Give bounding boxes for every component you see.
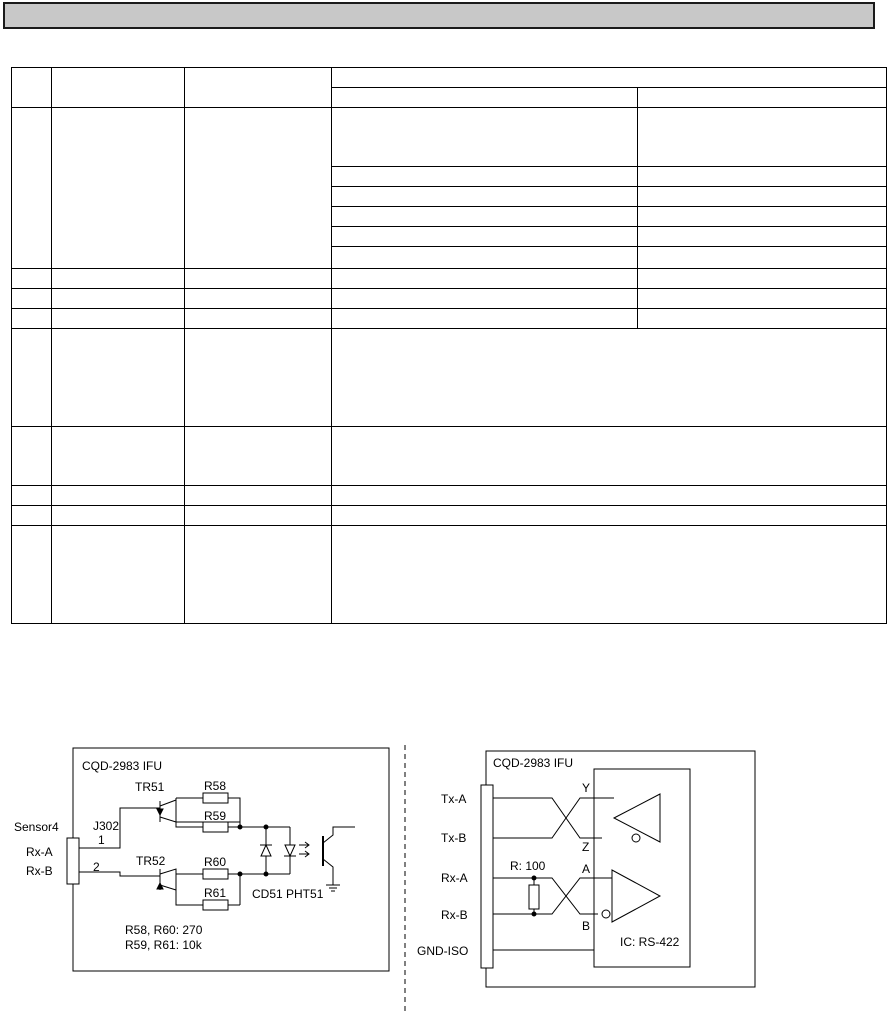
receiver-inverting-bubble bbox=[602, 910, 610, 918]
b-pin-label: B bbox=[582, 919, 591, 933]
rx-b-label: Rx-B bbox=[26, 864, 53, 878]
tr52-collector bbox=[160, 869, 176, 874]
r61-wire-left bbox=[176, 874, 203, 905]
connector-label: J302 bbox=[93, 819, 120, 833]
right-ifu-title: CQD-2983 IFU bbox=[493, 756, 574, 770]
tr51-collector bbox=[160, 798, 176, 806]
rx-a-wire bbox=[493, 878, 598, 914]
right-connector bbox=[481, 785, 493, 968]
r58-wire-right bbox=[228, 798, 240, 828]
r58-resistor bbox=[203, 793, 228, 803]
protection-diode bbox=[261, 845, 271, 856]
rx-a-wire bbox=[79, 808, 160, 848]
r60-resistor bbox=[203, 869, 228, 879]
ic-label: IC: RS-422 bbox=[620, 935, 680, 949]
junction-dot bbox=[238, 825, 242, 829]
rx-a-label-right: Rx-A bbox=[441, 871, 468, 885]
r60-label: R60 bbox=[204, 855, 227, 869]
termination-label: R: 100 bbox=[510, 859, 546, 873]
r60-wire-right bbox=[228, 874, 240, 905]
coupler-label: CD51 PHT51 bbox=[252, 887, 324, 901]
left-circuit bbox=[67, 748, 389, 971]
r61-label: R61 bbox=[204, 886, 227, 900]
r58-label: R58 bbox=[204, 779, 227, 793]
termination-resistor bbox=[529, 885, 539, 909]
tr52-label: TR52 bbox=[136, 854, 166, 868]
rx-b-label-right: Rx-B bbox=[441, 908, 468, 922]
a-pin-label: A bbox=[582, 862, 591, 876]
y-pin-label: Y bbox=[582, 781, 591, 795]
tx-b-label: Tx-B bbox=[441, 831, 467, 845]
left-ifu-box bbox=[73, 748, 389, 971]
tr51-label: TR51 bbox=[135, 780, 165, 794]
sensor-label: Sensor4 bbox=[14, 820, 59, 834]
z-pin-label: Z bbox=[582, 840, 590, 854]
resistor-note-1: R58, R60: 270 bbox=[125, 923, 203, 937]
j302-connector bbox=[67, 838, 79, 884]
opto-led bbox=[285, 845, 295, 856]
pin2-label: 2 bbox=[93, 860, 100, 874]
r59-label: R59 bbox=[204, 809, 227, 823]
phototransistor-emitter bbox=[323, 859, 333, 885]
r59-wire-left bbox=[176, 800, 203, 827]
driver-inverting-bubble bbox=[632, 834, 640, 842]
rx-receiver bbox=[612, 870, 660, 922]
junction-dot bbox=[238, 872, 242, 876]
r59-resistor bbox=[203, 822, 228, 832]
tr51-arrow bbox=[157, 809, 163, 815]
left-ifu-title: CQD-2983 IFU bbox=[82, 759, 163, 773]
resistor-note-2: R59, R61: 10k bbox=[125, 938, 202, 952]
pin1-label: 1 bbox=[98, 833, 105, 847]
tx-a-wire bbox=[493, 798, 602, 838]
junction-dot bbox=[532, 912, 536, 916]
tx-a-label: Tx-A bbox=[441, 792, 467, 806]
junction-dot bbox=[532, 876, 536, 880]
tr51-emitter bbox=[160, 817, 240, 822]
r61-resistor bbox=[203, 900, 228, 910]
phototransistor-collector bbox=[323, 827, 355, 843]
gnd-iso-label: GND-ISO bbox=[417, 944, 469, 958]
tx-b-wire bbox=[493, 798, 614, 838]
rx-a-label: Rx-A bbox=[26, 845, 53, 859]
rx-b-wire bbox=[79, 872, 160, 876]
